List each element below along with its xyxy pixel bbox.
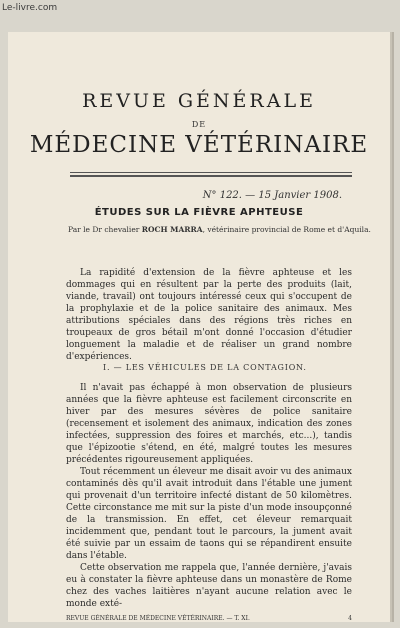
journal-title: REVUE GÉNÉRALE bbox=[82, 90, 316, 112]
document-page bbox=[8, 32, 390, 622]
paragraph-2: Tout récemment un éleveur me disait avoir vu des animaux contaminés dès qu'il avait introduit dans l'étable une jument qui provenait d'un territoire infecté distant de 50 kilomètres. Cette circonstance me mit sur la piste d'un mode insoupçonné de la transmission. En effet, cet éleveur remarquait incidemment que, pendant tout le parcours, la jument avait été suivie par un essaim de taons qui se répandirent ensuite dans l'étable. bbox=[66, 467, 352, 561]
header-rule-thick bbox=[70, 175, 352, 177]
header-rule bbox=[70, 172, 352, 173]
section-heading: I. — LES VÉHICULES DE LA CONTAGION. bbox=[103, 363, 307, 372]
author-name: ROCH MARRA bbox=[141, 225, 203, 234]
intro-paragraph: La rapidité d'extension de la fièvre aphteuse et les dommages qui en résultent par la perte des produits (lait, viande, travail) ont toujours intéressé ceux qui s'occupent de la prophylaxie et de la police sanitaire des animaux. Mes attributions spéciales dans des régions très riches en troupeaux de gros bétail m'ont donné l'occasion d'étudier longuement la maladie et de réaliser un grand nombre d'expériences. bbox=[66, 268, 352, 362]
paragraph-1: Il n'avait pas échappé à mon observation de plusieurs années que la fièvre aphteuse est facilement circonscrite en hiver par des mesures sévères de police sanitaire (recensement et isolement des animaux, indication des zones infectées, suppression des foires et marchés, etc...), tandis que l'épizootie s'étend, en été, malgré toutes les mesures précédentes rigoureusement appliquées. bbox=[66, 383, 352, 465]
paragraph-3: Cette observation me rappela que, l'année dernière, j'avais eu à constater la fièvre aphteuse dans un monastère de Rome chez des vaches laitières n'ayant aucune relation avec le monde exté- bbox=[66, 563, 352, 609]
footer-running-title: REVUE GÉNÉRALE DE MÉDECINE VÉTÉRINAIRE. — T. XI. bbox=[66, 615, 250, 622]
footer-page-number: 4 bbox=[348, 615, 352, 622]
section-body bbox=[66, 382, 352, 610]
article-title: ÉTUDES SUR LA FIÈVRE APHTEUSE bbox=[94, 207, 304, 218]
byline bbox=[68, 225, 371, 234]
journal-title-de: DE bbox=[191, 120, 207, 129]
journal-subtitle: MÉDECINE VÉTÉRINAIRE bbox=[29, 132, 369, 158]
issue-number: N° 122. — 15 Janvier 1908. bbox=[202, 190, 342, 201]
watermark-logo: Le-livre.com bbox=[2, 3, 58, 13]
byline-prefix: Par le Dr chevalier bbox=[68, 225, 142, 234]
byline-suffix: , vétérinaire provincial de Rome et d'Aquila. bbox=[202, 225, 371, 234]
